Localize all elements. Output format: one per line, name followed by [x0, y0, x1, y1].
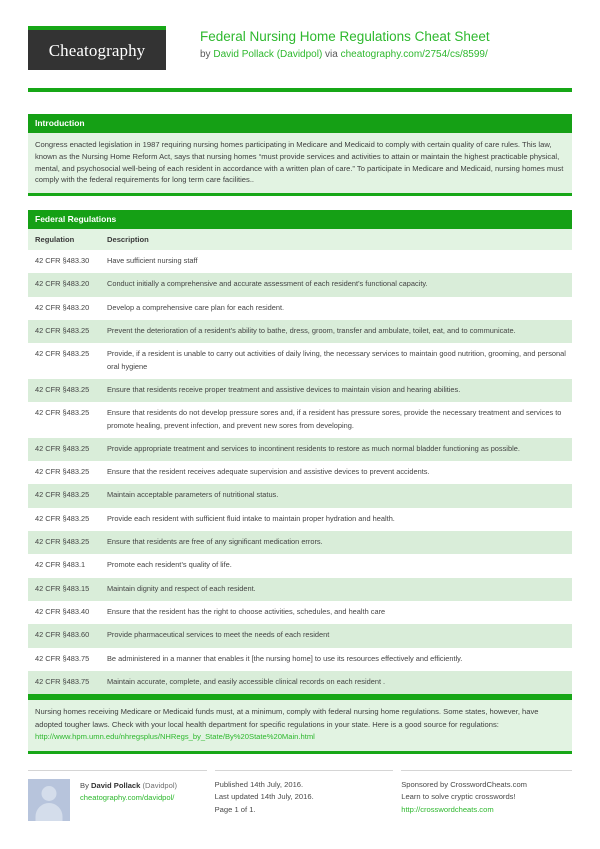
- footer-sponsor-column: [401, 770, 572, 821]
- cell-description: Have sufficient nursing staff: [100, 250, 572, 273]
- cell-regulation: 42 CFR §483.25: [28, 484, 100, 507]
- table-row: [28, 461, 572, 484]
- table-row: [28, 438, 572, 461]
- table-row: [28, 508, 572, 531]
- table-row: [28, 624, 572, 647]
- published-date: Published 14th July, 2016.: [214, 779, 304, 789]
- cell-regulation: 42 CFR §483.25: [28, 508, 100, 531]
- cell-regulation: 42 CFR §483.25: [28, 531, 100, 554]
- cell-description: Conduct initially a comprehensive and accurate assessment of each resident’s functional capacity.: [100, 273, 572, 296]
- introduction-heading: Introduction: [28, 114, 572, 133]
- cell-regulation: 42 CFR §483.25: [28, 402, 100, 438]
- cell-description: Develop a comprehensive care plan for each resident.: [100, 297, 572, 320]
- federal-regulations-block: [28, 210, 572, 697]
- last-updated-date: Last updated 14th July, 2016.: [214, 792, 314, 802]
- cell-description: Promote each resident’s quality of life.: [100, 554, 572, 577]
- byline-by-label: by: [200, 49, 214, 60]
- author-info: [80, 779, 177, 821]
- cell-regulation: 42 CFR §483.60: [28, 624, 100, 647]
- sponsor-tagline: Learn to solve cryptic crosswords!: [401, 792, 516, 802]
- table-row: [28, 648, 572, 671]
- title-block: [200, 26, 490, 62]
- cell-description: Ensure that the resident receives adequate supervision and assistive devices to prevent accidents.: [100, 461, 572, 484]
- federal-regulations-heading: Federal Regulations: [28, 210, 572, 229]
- table-row: [28, 484, 572, 507]
- cell-description: Ensure that residents receive proper treatment and assistive devices to maintain vision and hearing abilities.: [100, 379, 572, 402]
- regulations-note: [28, 697, 572, 754]
- table-row: [28, 531, 572, 554]
- federal-regulations-table: [28, 229, 572, 694]
- cheatography-logo[interactable]: [28, 26, 166, 70]
- cell-regulation: 42 CFR §483.40: [28, 601, 100, 624]
- cell-description: Provide, if a resident is unable to carry out activities of daily living, the necessary services to maintain good nutrition, grooming, and personal oral hygiene: [100, 343, 572, 379]
- cell-regulation: 42 CFR §483.75: [28, 648, 100, 671]
- introduction-text: Congress enacted legislation in 1987 requiring nursing homes participating in Medicare and Medicaid to comply with certain quality of care rules. This law, known as the Nursing Home Reform Act, says that nursing homes “must provide services and activities to attain or maintain the highest practicable physical, mental, and psychosocial well-being of each resident in accordance with a written plan of care.” To participate in Medicare and Medicaid, nursing homes must comply with the federal requirements for long term care facilities..: [35, 140, 564, 185]
- avatar: [28, 779, 70, 821]
- cell-description: Ensure that the resident has the right to choose activities, schedules, and health care: [100, 601, 572, 624]
- introduction-block: [28, 114, 572, 196]
- cell-regulation: 42 CFR §483.25: [28, 379, 100, 402]
- page-number: Page 1 of 1.: [214, 804, 256, 814]
- table-row: [28, 601, 572, 624]
- table-header-row: [28, 229, 572, 250]
- sponsor-name: CrosswordCheats.com: [450, 779, 528, 789]
- byline-author-link[interactable]: David Pollack (Davidpol): [213, 49, 323, 60]
- cell-description: Provide appropriate treatment and services to incontinent residents to restore as much normal bladder functioning as possible.: [100, 438, 572, 461]
- sponsor-link[interactable]: http://crosswordcheats.com: [401, 804, 494, 814]
- table-row: [28, 273, 572, 296]
- cell-description: Provide pharmaceutical services to meet the needs of each resident: [100, 624, 572, 647]
- cell-regulation: 42 CFR §483.20: [28, 273, 100, 296]
- table-body: [28, 250, 572, 694]
- table-row: [28, 343, 572, 379]
- byline-via-label: via: [322, 49, 341, 60]
- cell-regulation: 42 CFR §483.25: [28, 343, 100, 379]
- introduction-body: [28, 133, 572, 196]
- table-row: [28, 250, 572, 273]
- cell-regulation: 42 CFR §483.25: [28, 461, 100, 484]
- table-row: [28, 578, 572, 601]
- column-header-description: Description: [100, 229, 572, 250]
- table-row: [28, 320, 572, 343]
- note-source-link[interactable]: http://www.hpm.umn.edu/nhregsplus/NHRegs_by_State/By%20State%20Main.html: [35, 732, 315, 742]
- cell-description: Be administered in a manner that enables it [the nursing home] to use its resources effectively and efficiently.: [100, 648, 572, 671]
- byline-source-link[interactable]: cheatography.com/2754/cs/8599/: [340, 49, 488, 60]
- federal-regulations-table-wrap: [28, 229, 572, 697]
- table-row: [28, 379, 572, 402]
- sponsored-by-label: Sponsored by: [401, 779, 451, 789]
- table-row: [28, 671, 572, 694]
- page-header: [28, 0, 572, 74]
- page-title: Federal Nursing Home Regulations Cheat Sheet: [200, 29, 490, 44]
- column-header-regulation: Regulation: [28, 229, 100, 250]
- avatar-body-shape: [36, 803, 63, 821]
- table-row: [28, 297, 572, 320]
- author-by-label: By: [80, 780, 91, 790]
- cell-regulation: 42 CFR §483.1: [28, 554, 100, 577]
- cell-description: Maintain acceptable parameters of nutritional status.: [100, 484, 572, 507]
- byline: [200, 48, 490, 62]
- footer-publish-column: [215, 770, 394, 821]
- cell-regulation: 42 CFR §483.20: [28, 297, 100, 320]
- cell-description: Prevent the deterioration of a resident’s ability to bathe, dress, groom, transfer and ambulate, toilet, eat, and to communicate.: [100, 320, 572, 343]
- avatar-head-shape: [42, 786, 57, 801]
- page-footer: [28, 770, 572, 821]
- cell-description: Maintain accurate, complete, and easily accessible clinical records on each resident .: [100, 671, 572, 694]
- cell-description: Ensure that residents are free of any significant medication errors.: [100, 531, 572, 554]
- cell-description: Maintain dignity and respect of each resident.: [100, 578, 572, 601]
- author-name: David Pollack: [90, 780, 141, 790]
- cell-regulation: 42 CFR §483.15: [28, 578, 100, 601]
- cell-regulation: 42 CFR §483.25: [28, 438, 100, 461]
- cell-regulation: 42 CFR §483.30: [28, 250, 100, 273]
- cell-regulation: 42 CFR §483.25: [28, 320, 100, 343]
- cell-regulation: 42 CFR §483.75: [28, 671, 100, 694]
- author-handle: (Davidpol): [140, 780, 178, 790]
- table-row: [28, 402, 572, 438]
- cell-description: Provide each resident with sufficient fluid intake to maintain proper hydration and health.: [100, 508, 572, 531]
- footer-author-column: [28, 770, 207, 821]
- cell-description: Ensure that residents do not develop pressure sores and, if a resident has pressure sores, provide the necessary treatment and services to promote healing, prevent infection, and prevent new sores from developing.: [100, 402, 572, 438]
- logo-text: Cheatography: [48, 40, 146, 60]
- table-row: [28, 554, 572, 577]
- sponsor-line: [401, 779, 572, 791]
- note-text: Nursing homes receiving Medicare or Medicaid funds must, at a minimum, comply with federal nursing home regulations. Some states, however, have adopted tougher laws. Check with your local health department for specific regulations in your state. Here is a good source for regulations:: [35, 707, 539, 729]
- author-line: [80, 780, 177, 792]
- author-profile-link[interactable]: cheatography.com/davidpol/: [80, 793, 175, 803]
